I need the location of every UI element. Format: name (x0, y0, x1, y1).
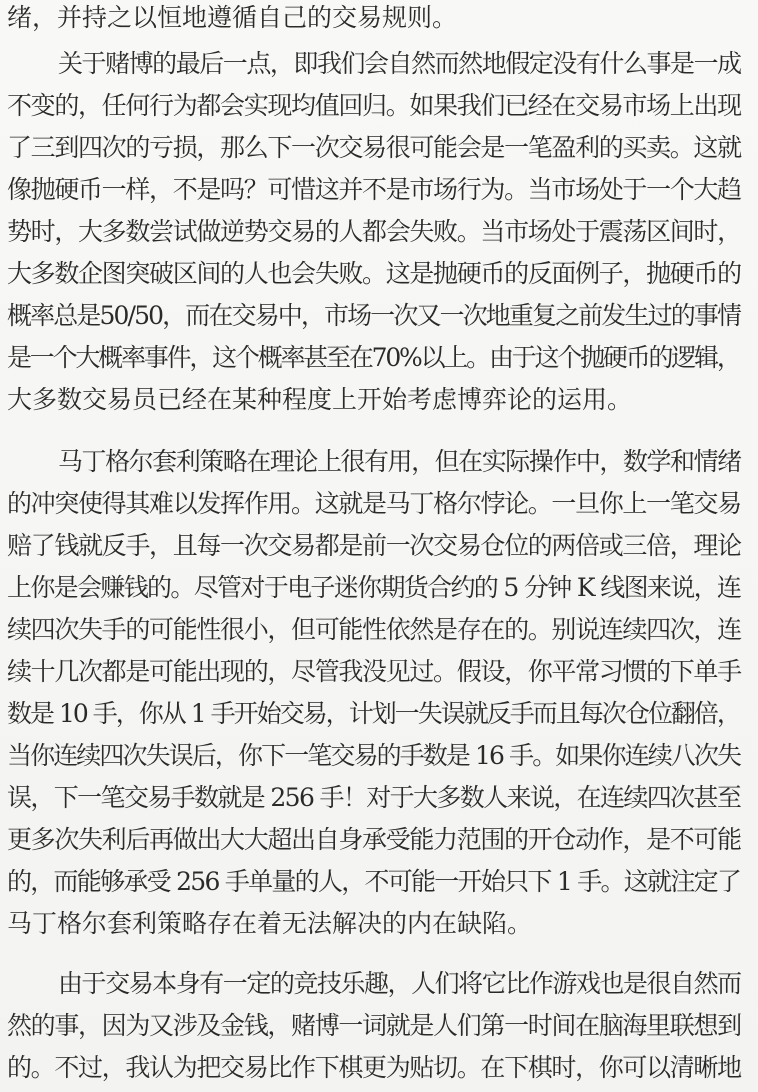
text-line: 当你连续四次失误后，你下一笔交易的手数是 16 手。如果你连续八次失 (7, 741, 741, 770)
text-line: 的，而能够承受 256 手单量的人，不可能一开始只下 1 手。这就注定了 (7, 867, 741, 896)
text-line: 然的事，因为又涉及金钱，赌博一词就是人们第一时间在脑海里联想到 (7, 1011, 741, 1040)
text-line: 续四次失手的可能性很小，但可能性依然是存在的。别说连续四次，连 (7, 615, 741, 644)
text-line: 概率总是50/50，而在交易中，市场一次又一次地重复之前发生过的事情 (7, 301, 741, 330)
paragraph-1 (0, 0, 758, 38)
text-line: 大多数交易员已经在某种程度上开始考虑博弈论的运用。 (7, 385, 633, 414)
text-line: 不变的，任何行为都会实现均值回归。如果我们已经在交易市场上出现 (7, 91, 741, 120)
text-line: 马丁格尔套利策略存在着无法解决的内在缺陷。 (7, 909, 533, 938)
text-line: 续十几次都是可能出现的，尽管我没见过。假设，你平常习惯的下单手 (7, 657, 741, 686)
text-line: 上你是会赚钱的。尽管对于电子迷你期货合约的 5 分钟 K 线图来说，连 (7, 573, 741, 602)
text-line: 像抛硬币一样，不是吗？可惜这并不是市场行为。当市场处于一个大趋 (7, 175, 741, 204)
paragraph-3 (0, 442, 758, 947)
text-line: 更多次失利后再做出大大超出自身承受能力范围的开仓动作，是不可能 (7, 825, 741, 854)
text-line: 势时，大多数尝试做逆势交易的人都会失败。当市场处于震荡区间时， (7, 217, 741, 246)
text-line: 数是 10 手，你从 1 手开始交易，计划一失误就反手而且每次仓位翻倍， (7, 699, 740, 728)
text-line: 大多数企图突破区间的人也会失败。这是抛硬币的反面例子，抛硬币的 (7, 259, 741, 288)
text-line: 误，下一笔交易手数就是 256 手！对于大多数人来说，在连续四次甚至 (7, 783, 741, 812)
text-line: 由于交易本身有一定的竞技乐趣，人们将它比作游戏也是很自然而 (58, 969, 741, 998)
text-line: 的冲突使得其难以发挥作用。这就是马丁格尔悖论。一旦你上一笔交易 (7, 489, 741, 518)
text-line: 绪，并持之以恒地遵循自己的交易规则。 (7, 3, 458, 32)
text-line: 的。不过，我认为把交易比作下棋更为贴切。在下棋时，你可以清晰地 (7, 1053, 741, 1082)
paragraph-2 (0, 44, 758, 424)
text-line: 关于赌博的最后一点，即我们会自然而然地假定没有什么事是一成 (58, 49, 741, 78)
text-line: 是一个大概率事件，这个概率甚至在70%以上。由于这个抛硬币的逻辑， (7, 343, 740, 372)
text-line: 马丁格尔套利策略在理论上很有用，但在实际操作中，数学和情绪 (58, 447, 741, 476)
text-line: 赔了钱就反手，且每一次交易都是前一次交易仓位的两倍或三倍，理论 (7, 531, 741, 560)
paragraph-4 (0, 964, 758, 1092)
text-line: 了三到四次的亏损，那么下一次交易很可能会是一笔盈利的买卖。这就 (7, 133, 741, 162)
